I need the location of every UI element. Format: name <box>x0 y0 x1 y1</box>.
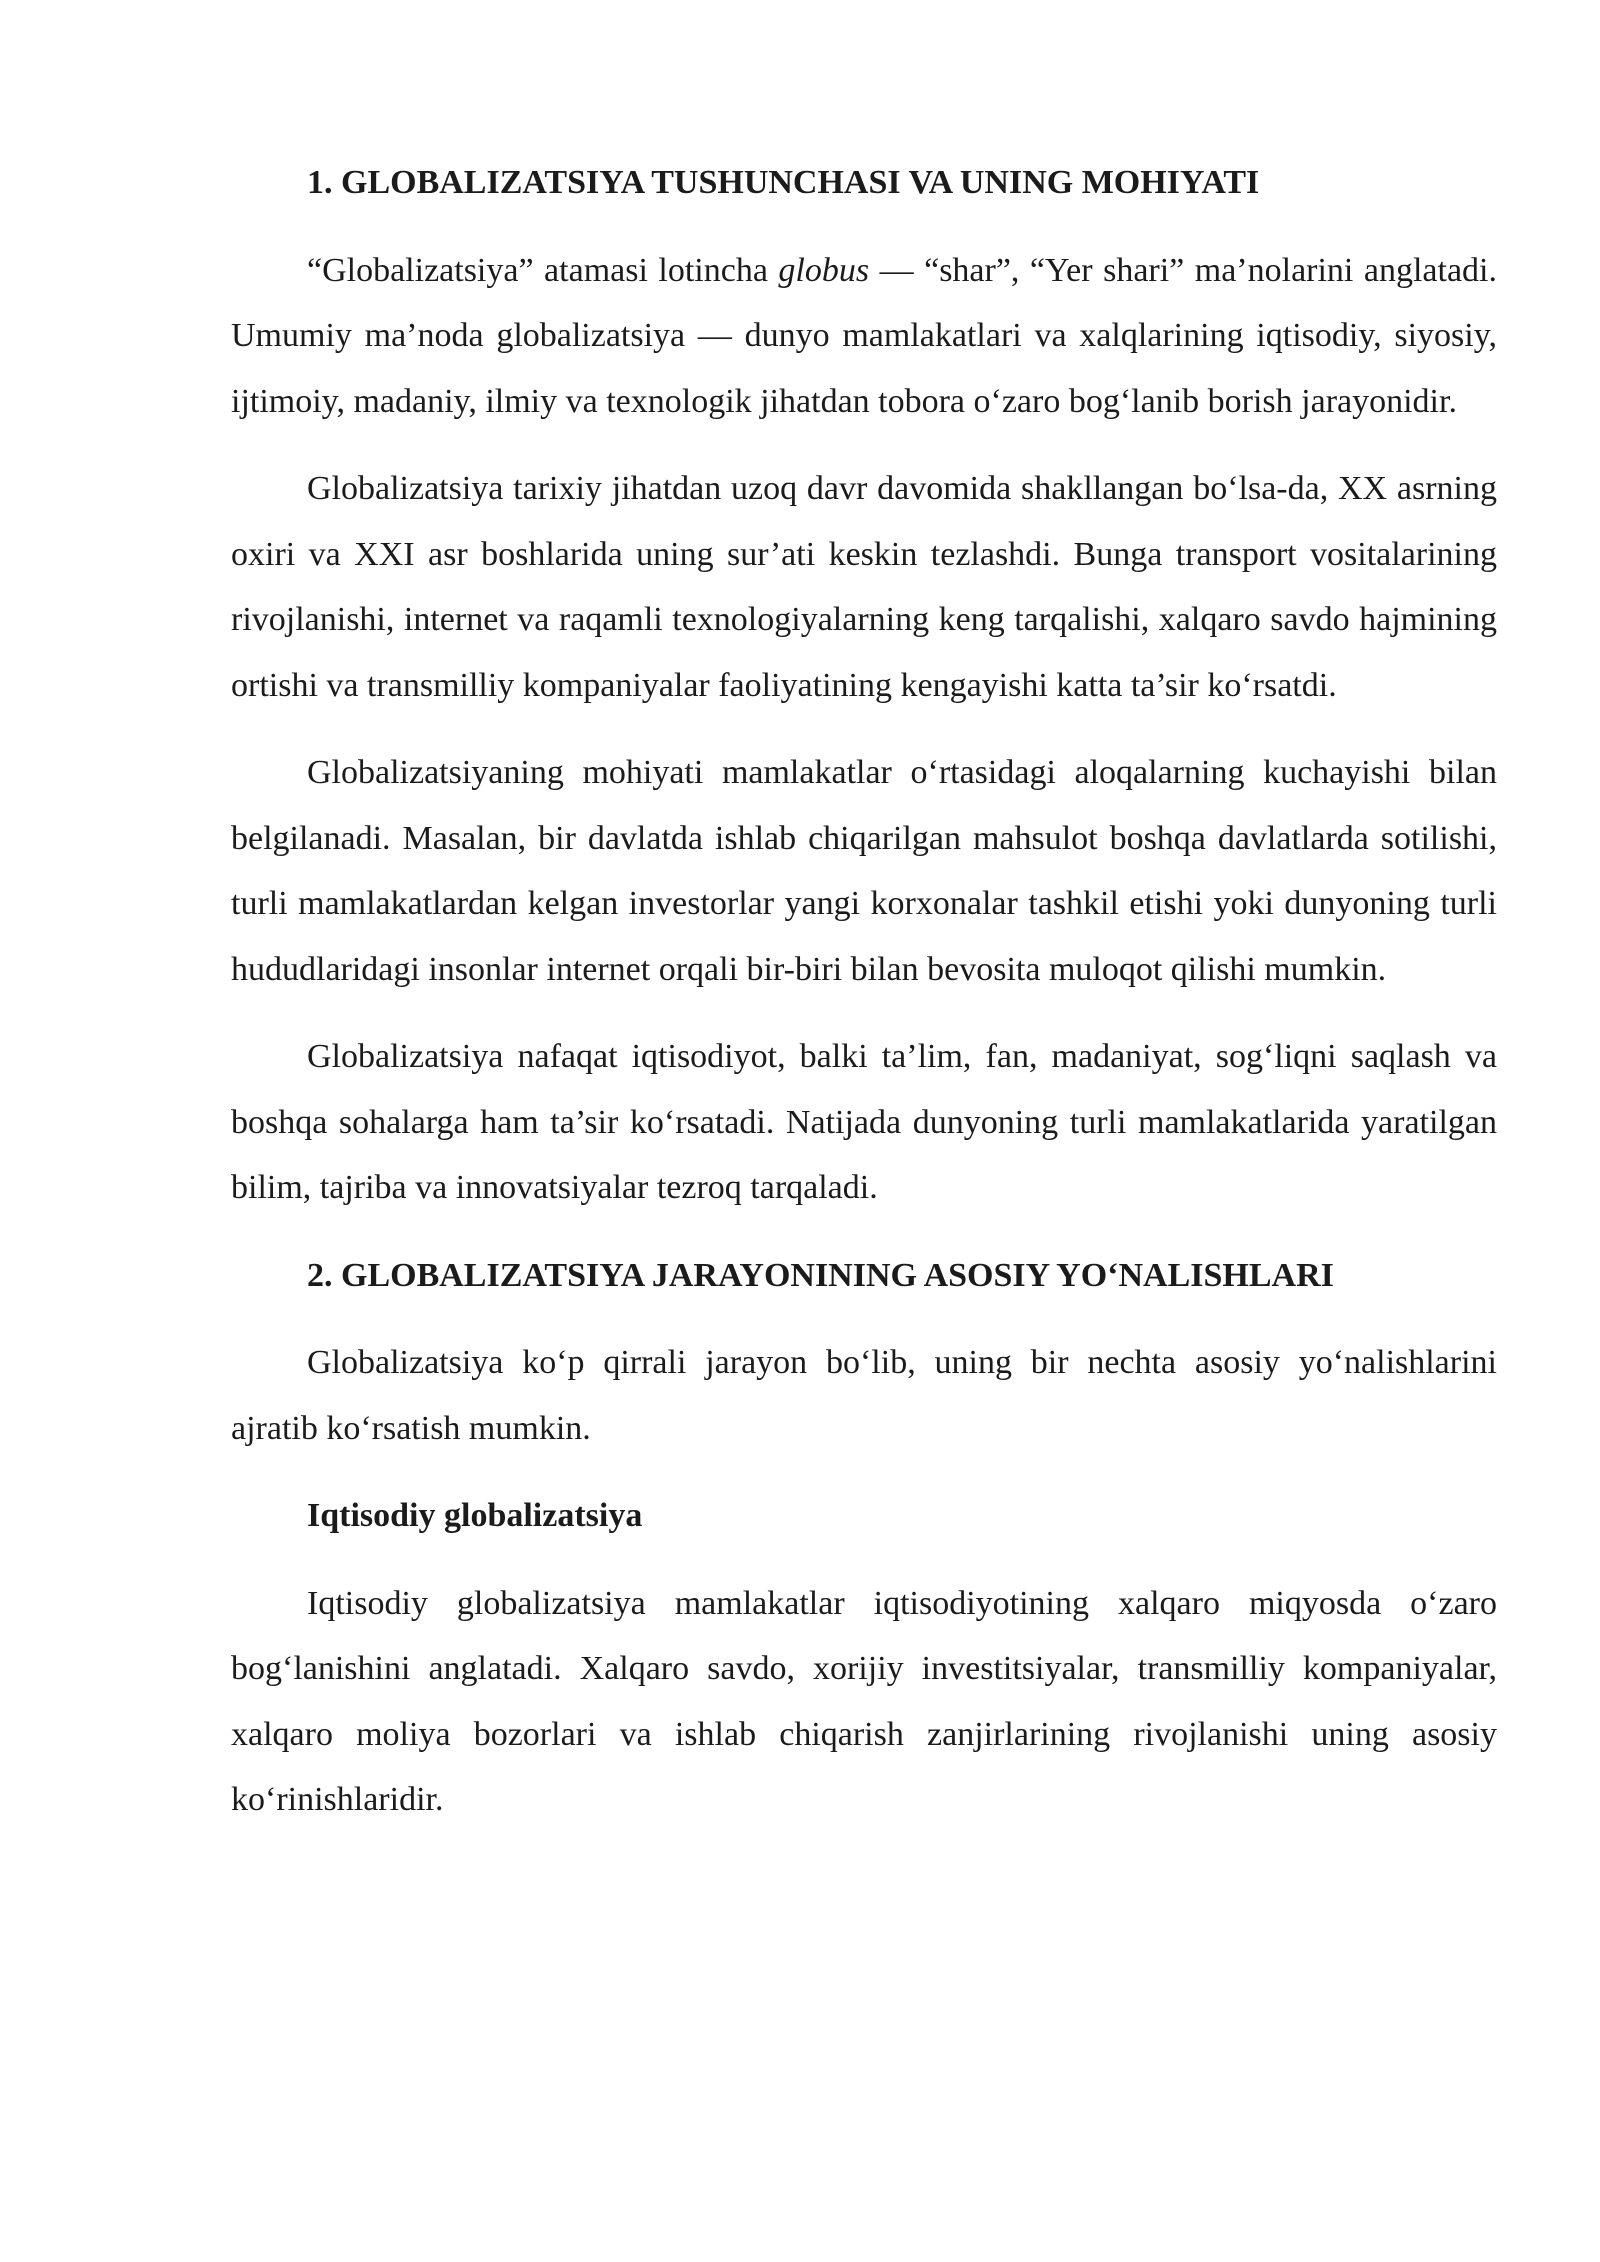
section-2-paragraph-2: Iqtisodiy globalizatsiya mamlakatlar iqtisodiyotining xalqaro miqyosda o‘zaro bog‘lanishini anglatadi. Xalqaro savdo, xorijiy investitsiyalar, transmilliy kompaniyalar, xalqaro moliya bozorlari va ishlab chiqarish zanjirlarining rivojlanishi uning asosiy ko‘rinishlaridir. <box>231 1584 1497 1818</box>
section-1-heading: 1. GLOBALIZATSIYA TUSHUNCHASI VA UNING MOHIYATI <box>307 164 1260 201</box>
subsection-heading-economic-globalization: Iqtisodiy globalizatsiya <box>307 1497 643 1534</box>
section-2-heading: 2. GLOBALIZATSIYA JARAYONINING ASOSIY YO‘NALISHLARI <box>307 1256 1334 1294</box>
paragraph-text-before: “Globalizatsiya” atamasi lotincha <box>307 251 779 289</box>
section-1-paragraph-3: Globalizatsiyaning mohiyati mamlakatlar o‘rtasidagi aloqalarning kuchayishi bilan belgilanadi. Masalan, bir davlatda ishlab chiqarilgan mahsulot boshqa davlatlarda sotilishi, turli mamlakatlardan kelgan investorlar yangi korxonalar tashkil etishi yoki dunyoning turli hududlaridagi insonlar internet orqali bir-biri bilan bevosita muloqot qilishi mumkin. <box>231 754 1497 988</box>
paragraph-text-after: — “shar”, “Yer shari” ma’nolarini anglatadi. Umumiy ma’noda globalizatsiya — dunyo mamlakatlari va xalqlarining iqtisodiy, siyosiy, ijtimoiy, madaniy, ilmiy va texnologik jihatdan tobora o‘zaro bog‘lanib borish jarayonidir. <box>231 251 1497 420</box>
section-1-paragraph-4: Globalizatsiya nafaqat iqtisodiyot, balki ta’lim, fan, madaniyat, sog‘liqni saqlash va boshqa sohalarga ham ta’sir ko‘rsatadi. Natijada dunyoning turli mamlakatlarida yaratilgan bilim, tajriba va innovatsiyalar tezroq tarqaladi. <box>231 1038 1497 1206</box>
document-page <box>231 150 1497 1855</box>
italic-term-globus: globus <box>778 251 870 289</box>
section-1-paragraph-2: Globalizatsiya tarixiy jihatdan uzoq davr davomida shakllangan bo‘lsa-da, XX asrning oxiri va XXI asr boshlarida uning sur’ati keskin tezlashdi. Bunga transport vositalarining rivojlanishi, internet va raqamli texnologiyalarning keng tarqalishi, xalqaro savdo hajmining ortishi va transmilliy kompaniyalar faoliyatining kengayishi katta ta’sir ko‘rsatdi. <box>231 470 1497 704</box>
section-1-paragraph-1 <box>231 238 1497 435</box>
section-2-paragraph-1: Globalizatsiya ko‘p qirrali jarayon bo‘lib, uning bir nechta asosiy yo‘nalishlarini ajratib ko‘rsatish mumkin. <box>231 1344 1497 1447</box>
